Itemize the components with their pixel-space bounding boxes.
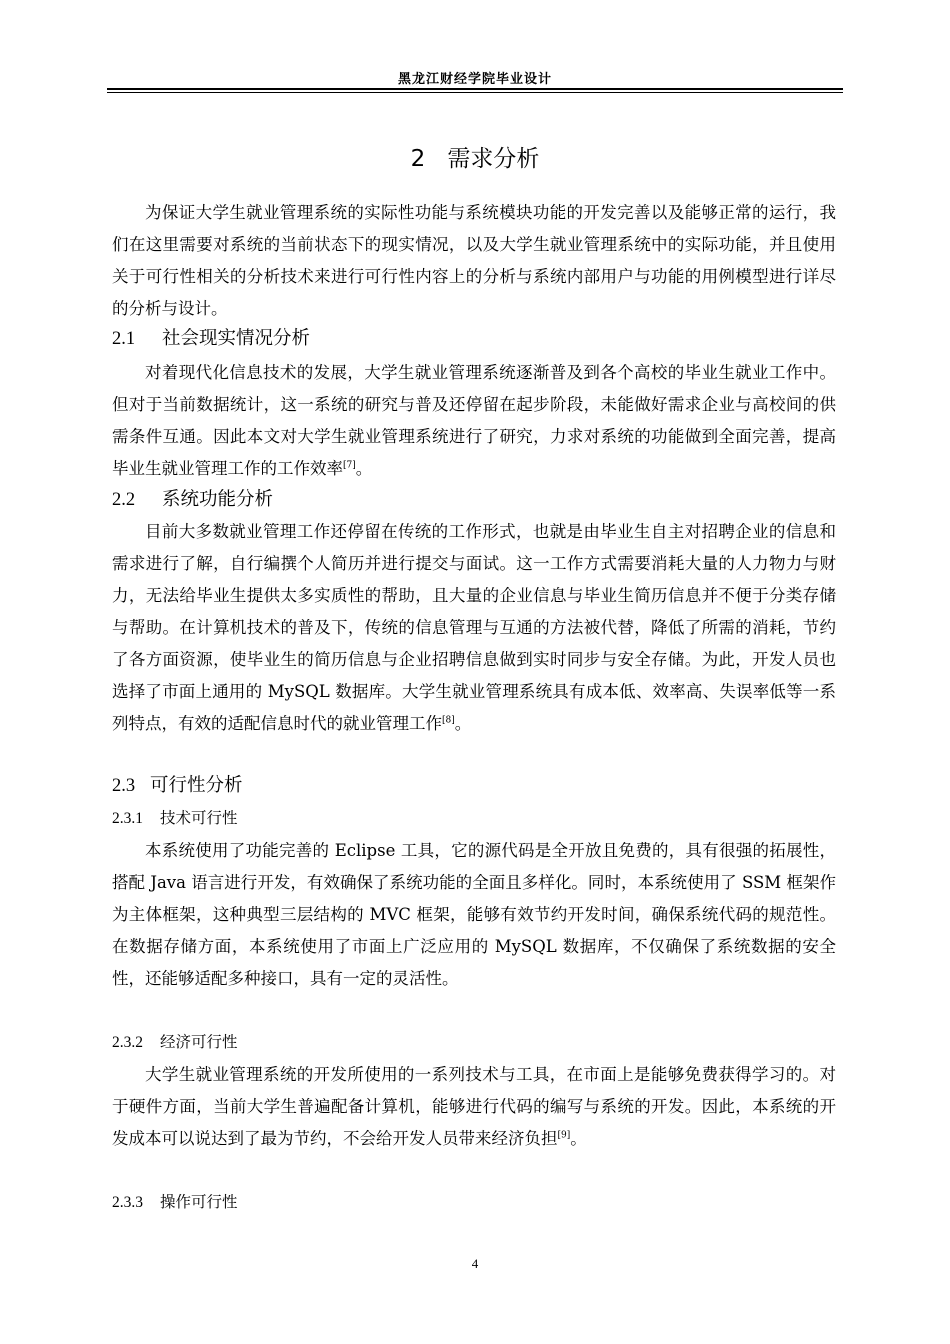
header-rule-thin xyxy=(107,92,843,93)
paragraph-text: 目前大多数就业管理工作还停留在传统的工作形式，也就是由毕业生自主对招聘企业的信息和需求进行了解，自行编撰个人简历并进行提交与面试。这一工作方式需要消耗大量的人力物力与财力，无法给毕业生提供太多实质性的帮助，且大量的企业信息与毕业生简历信息并不便于分类存储与帮助。在计算机技术的普及下，传统的信息管理与互通的方法被代替，降低了所需的消耗，节约了各方面资源，使毕业生的简历信息与企业招聘信息做到实时同步与安全存储。为此，开发人员也选择了市面上通用的 MySQL 数据库。大学生就业管理系统具有成本低、效率高、失误率低等一系列特点，有效的适配信息时代的就业管理工作 xyxy=(112,522,836,733)
citation: [8] xyxy=(442,715,455,726)
section-title: 可行性分析 xyxy=(150,775,243,796)
section-heading-2-1 xyxy=(112,327,310,351)
section-heading-2-3-1 xyxy=(112,807,238,830)
chapter-title-text: 需求分析 xyxy=(447,146,540,172)
section-2-3-2-paragraph xyxy=(112,1059,836,1155)
chapter-number: 2 xyxy=(410,146,426,172)
section-title: 操作可行性 xyxy=(160,1193,238,1211)
section-number: 2.3.3 xyxy=(112,1194,143,1211)
page-number: 4 xyxy=(471,1256,479,1271)
section-2-2-paragraph xyxy=(112,516,836,740)
section-number: 2.3.2 xyxy=(112,1034,143,1051)
section-2-1-paragraph xyxy=(112,357,836,485)
running-header: 黑龙江财经学院毕业设计 xyxy=(397,72,552,87)
citation: [7] xyxy=(343,460,356,471)
paragraph-text: 大学生就业管理系统的开发所使用的一系列技术与工具，在市面上是能够免费获得学习的。对于硬件方面，当前大学生普遍配备计算机，能够进行代码的编写与系统的开发。因此，本系统的开发成本可以说达到了最为节约，不会给开发人员带来经济负担 xyxy=(112,1065,836,1148)
section-heading-2-3 xyxy=(112,774,243,798)
paragraph-end: 。 xyxy=(454,714,472,733)
intro-paragraph: 为保证大学生就业管理系统的实际性功能与系统模块功能的开发完善以及能够正常的运行，我们在这里需要对系统的当前状态下的现实情况，以及大学生就业管理系统中的实际功能，并且使用关于可行性相关的分析技术来进行可行性内容上的分析与系统内部用户与功能的用例模型进行详尽的分析与设计。 xyxy=(112,203,836,318)
section-number: 2.3 xyxy=(112,776,136,796)
citation: [9] xyxy=(557,1130,571,1141)
section-number: 2.1 xyxy=(112,329,136,349)
section-heading-2-2 xyxy=(112,488,273,512)
section-heading-2-3-2 xyxy=(112,1031,238,1054)
section-heading-2-3-3 xyxy=(112,1191,238,1214)
section-number: 2.3.1 xyxy=(112,810,143,827)
paragraph-end: 。 xyxy=(355,459,373,478)
section-title: 经济可行性 xyxy=(160,1033,238,1051)
section-number: 2.2 xyxy=(112,490,136,510)
paragraph-end: 。 xyxy=(570,1129,587,1148)
section-title: 社会现实情况分析 xyxy=(162,328,311,349)
chapter-title xyxy=(107,140,843,173)
section-title: 技术可行性 xyxy=(160,809,238,827)
section-2-3-1-paragraph: 本系统使用了功能完善的 Eclipse 工具，它的源代码是全开放且免费的，具有很强的拓展性，搭配 Java 语言进行开发，有效确保了系统功能的全面且多样化。同时，本系统使用了 SSM 框架作为主体框架，这种典型三层结构的 MVC 框架，能够有效节约开发时间，确保系统代码的规范性。在数据存储方面，本系统使用了市面上广泛应用的 MySQL 数据库，不仅确保了系统数据的安全性，还能够适配多种接口，具有一定的灵活性。 xyxy=(112,841,836,988)
header-rule-thick xyxy=(107,88,843,90)
paragraph-text: 对着现代化信息技术的发展，大学生就业管理系统逐渐普及到各个高校的毕业生就业工作中。但对于当前数据统计，这一系统的研究与普及还停留在起步阶段，未能做好需求企业与高校间的供需条件互通。因此本文对大学生就业管理系统进行了研究，力求对系统的功能做到全面完善，提高毕业生就业管理工作的工作效率 xyxy=(112,363,836,478)
section-title: 系统功能分析 xyxy=(162,489,274,510)
